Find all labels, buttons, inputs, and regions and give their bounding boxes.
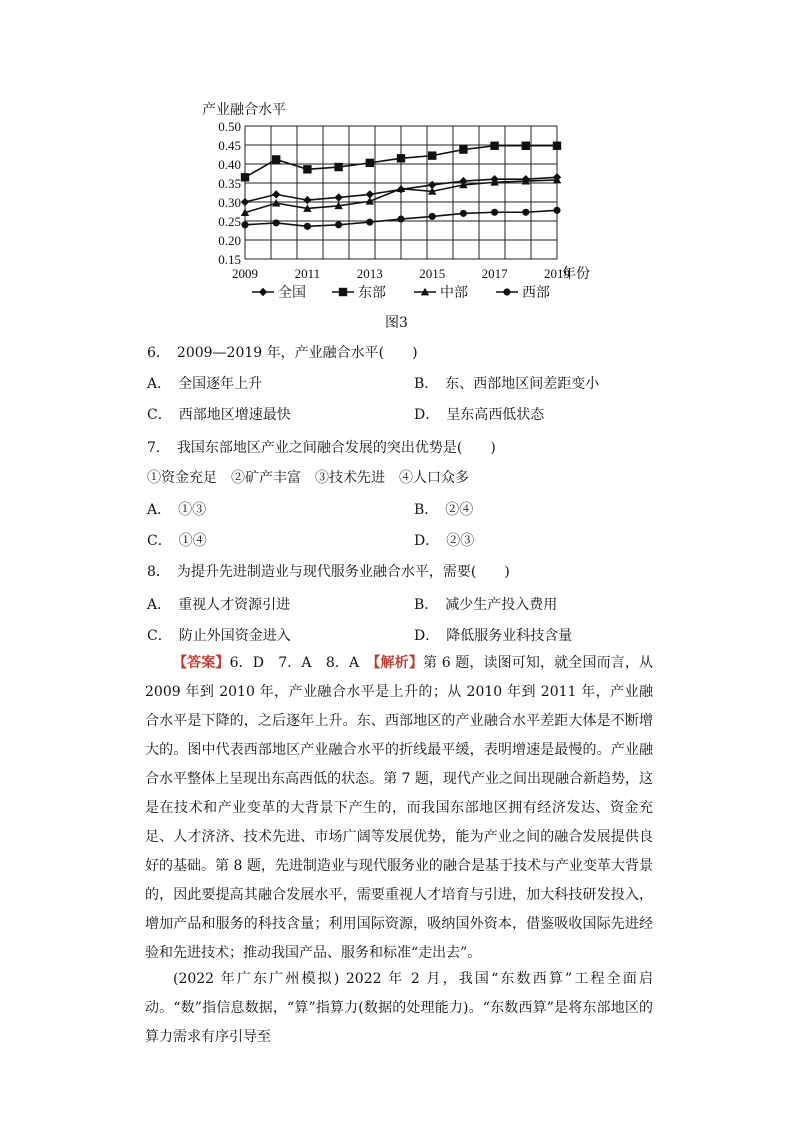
data-point bbox=[460, 210, 467, 217]
q6-option-c[interactable]: C． 西部地区增速最快 bbox=[147, 407, 291, 423]
x-tick-label: 2017 bbox=[481, 266, 508, 281]
data-point bbox=[428, 151, 436, 159]
legend-label: 中部 bbox=[440, 286, 468, 301]
y-tick-label: 0.50 bbox=[218, 119, 241, 134]
q7-option-c[interactable]: C． ①④ bbox=[147, 533, 207, 549]
analysis-tag: 【解析】 bbox=[373, 655, 423, 671]
data-point bbox=[522, 142, 530, 150]
x-tick-labels bbox=[232, 266, 570, 281]
y-tick-label: 0.40 bbox=[218, 157, 241, 172]
chart-series bbox=[241, 142, 561, 230]
y-tick-label: 0.35 bbox=[218, 176, 241, 191]
legend-label: 全国 bbox=[278, 286, 306, 301]
figure-label: 图3 bbox=[385, 315, 408, 331]
question-7-stem: 7． 我国东部地区产业之间融合发展的突出优势是( ) bbox=[147, 440, 496, 456]
q8-option-d[interactable]: D． 降低服务业科技含量 bbox=[414, 628, 573, 644]
y-axis-label: 产业融合水平 bbox=[202, 103, 286, 118]
y-tick-label: 0.20 bbox=[218, 233, 241, 248]
x-tick-label: 2019 bbox=[544, 266, 570, 281]
data-point bbox=[459, 145, 467, 153]
line-chart bbox=[190, 96, 610, 306]
x-tick-label: 2013 bbox=[356, 266, 383, 281]
legend-marker bbox=[259, 288, 267, 296]
y-tick-label: 0.30 bbox=[218, 195, 241, 210]
data-point bbox=[335, 221, 342, 228]
legend-label: 西部 bbox=[522, 286, 550, 301]
q8-option-b[interactable]: B． 减少生产投入费用 bbox=[414, 597, 558, 613]
answer-tag: 【答案】 bbox=[173, 655, 230, 671]
data-point bbox=[490, 142, 498, 150]
next-passage bbox=[145, 965, 653, 1052]
next-passage-text: (2022 年广东广州模拟) 2022 年 2 月，我国“东数西算”工程全面启动。“数”指信息数据，“算”指算力(数据的处理能力)。“东数西算”是将东部地区的算力需求有序引导至 bbox=[145, 971, 653, 1045]
q8-option-c[interactable]: C． 防止外国资金进入 bbox=[147, 628, 291, 644]
answer-text: 6．D 7．A 8．A bbox=[229, 655, 374, 671]
legend-marker bbox=[503, 288, 510, 295]
data-point bbox=[272, 199, 280, 207]
y-tick-label: 0.15 bbox=[218, 252, 241, 267]
q7-option-b[interactable]: B． ②④ bbox=[414, 502, 474, 518]
y-tick-labels bbox=[218, 119, 241, 267]
data-point bbox=[241, 221, 248, 228]
legend-label: 东部 bbox=[358, 286, 386, 301]
chart-legend bbox=[252, 284, 550, 301]
data-point bbox=[522, 209, 529, 216]
data-point bbox=[334, 193, 342, 201]
question-6-stem: 6． 2009—2019 年，产业融合水平( ) bbox=[147, 345, 418, 361]
data-point bbox=[273, 219, 280, 226]
data-point bbox=[397, 154, 405, 162]
data-point bbox=[429, 213, 436, 220]
question-8-stem: 8． 为提升先进制造业与现代服务业融合水平，需要( ) bbox=[147, 564, 510, 580]
data-point bbox=[272, 155, 280, 163]
x-tick-label: 2011 bbox=[294, 266, 321, 281]
data-point bbox=[553, 142, 561, 150]
data-point bbox=[397, 216, 404, 223]
legend-marker bbox=[339, 288, 347, 296]
data-point bbox=[491, 209, 498, 216]
y-tick-label: 0.25 bbox=[218, 214, 241, 229]
data-point bbox=[553, 207, 560, 214]
question-7-items: ①资金充足 ②矿产丰富 ③技术先进 ④人口众多 bbox=[147, 470, 469, 486]
data-point bbox=[303, 165, 311, 173]
y-tick-label: 0.45 bbox=[218, 138, 241, 153]
data-point bbox=[272, 190, 280, 198]
data-point bbox=[241, 198, 249, 206]
answer-block bbox=[145, 649, 653, 968]
x-tick-label: 2015 bbox=[419, 266, 446, 281]
q8-option-a[interactable]: A． 重视人才资源引进 bbox=[147, 597, 291, 613]
q6-option-b[interactable]: B． 东、西部地区间差距变小 bbox=[414, 376, 600, 392]
analysis-text: 第 6 题，读图可知，就全国而言，从 2009 年到 2010 年，产业融合水平是上升的；从 2010 年到 2011 年，产业融合水平是下降的，之后逐年上升。东、西部地区的产业融合水平差距大体是不断增大的。图中代表西部地区产业融合水平的折线最平缓，表明增速是最慢的。产业融合水平整体上呈现出东高西低的状态。第 7 题，现代产业之间出现融合新趋势，这是在技术和产业变革的大背景下产生的，而我国东部地区拥有经济发达、资金充足、人才济济、技术先进、市场广阔等发展优势，能为产业之间的融合发展提供良好的基础。第 8 题，先进制造业与现代服务业的融合是基于技术与产业变革大背景的，因此要提高其融合发展水平，需要重视人才培育与引进，加大科技研发投入，增加产品和服务的科技含量；利用国际资源，吸纳国外资本，借鉴吸收国际先进经验和先进技术；推动我国产品、服务和标准“走出去”。 bbox=[145, 655, 654, 961]
q6-option-a[interactable]: A． 全国逐年上升 bbox=[147, 376, 263, 392]
data-point bbox=[366, 219, 373, 226]
data-point bbox=[241, 173, 249, 181]
data-point bbox=[366, 159, 374, 167]
data-point bbox=[303, 196, 311, 204]
data-point bbox=[334, 163, 342, 171]
q7-option-d[interactable]: D． ②③ bbox=[414, 533, 475, 549]
q6-option-d[interactable]: D． 呈东高西低状态 bbox=[414, 407, 545, 423]
x-axis-label: 年份 bbox=[562, 267, 590, 282]
q7-option-a[interactable]: A． ①③ bbox=[147, 502, 207, 518]
x-tick-label: 2009 bbox=[232, 266, 258, 281]
data-point bbox=[304, 223, 311, 230]
